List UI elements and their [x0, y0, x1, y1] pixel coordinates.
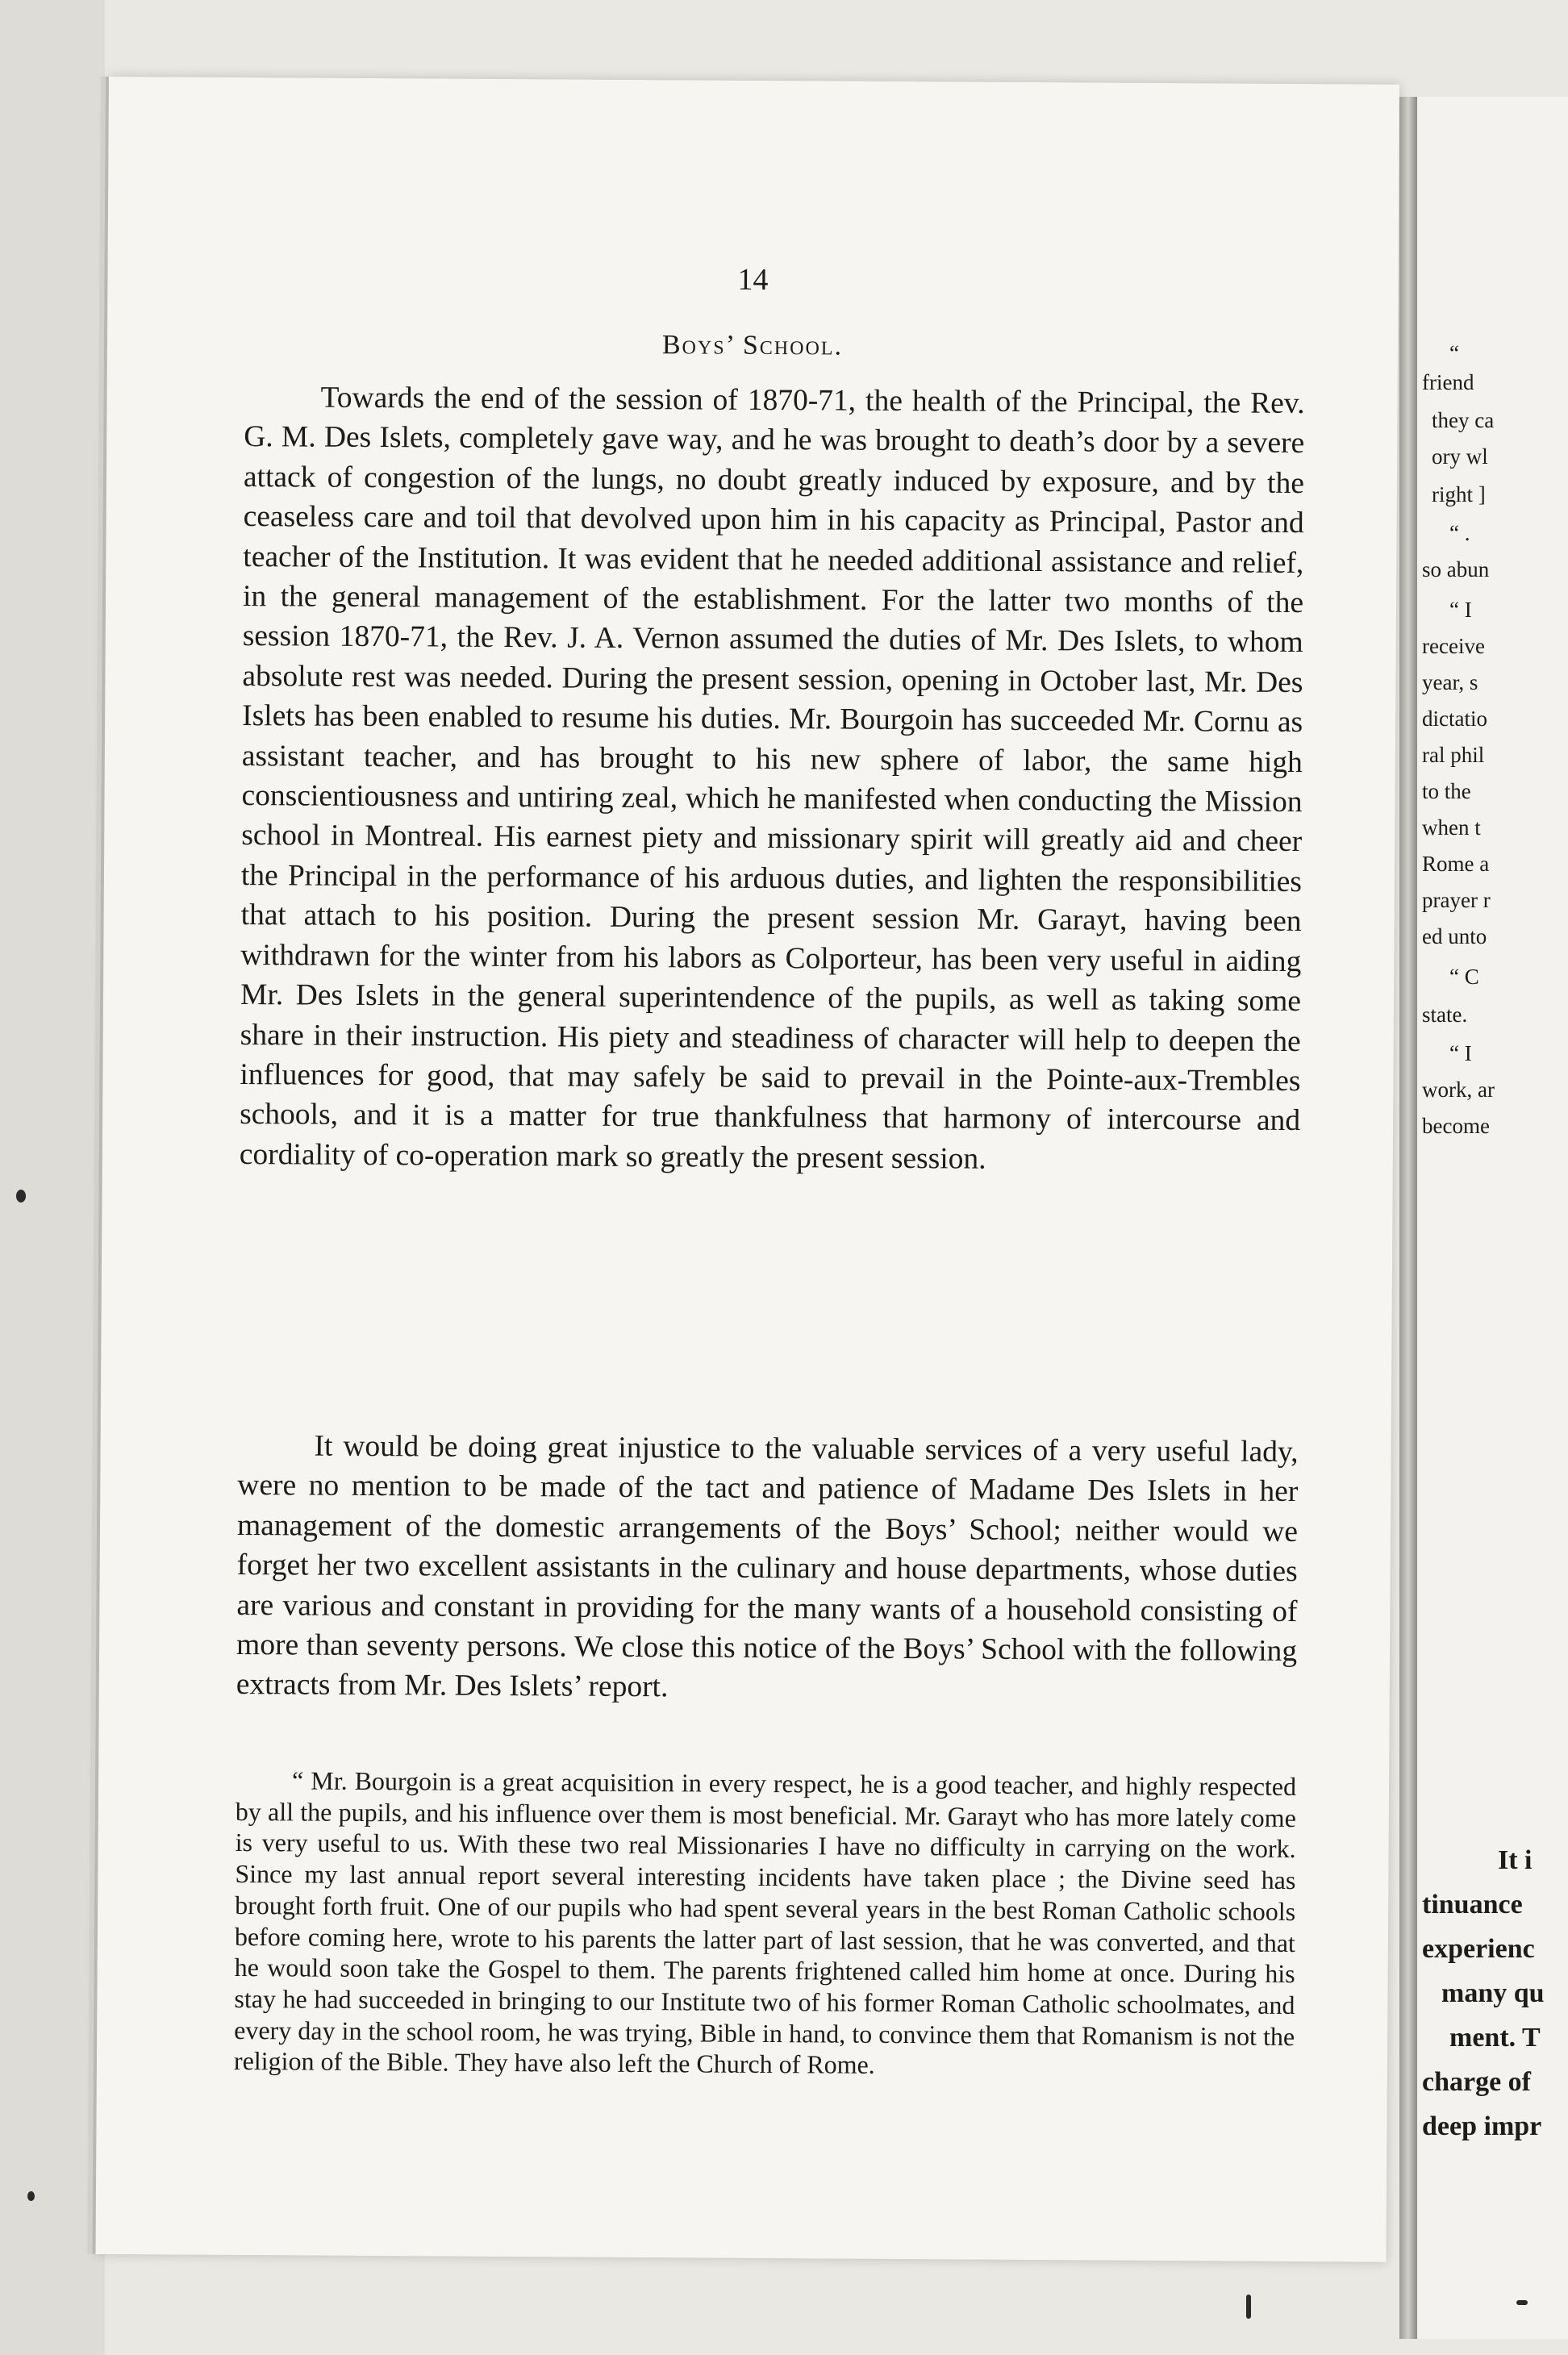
next-page-line: tinuance: [1422, 1890, 1523, 1919]
next-page-line: It i: [1498, 1845, 1533, 1875]
scan-speck: [1246, 2295, 1251, 2319]
left-scan-margin: [0, 0, 105, 2355]
next-page-line: state.: [1422, 1002, 1468, 1027]
next-page-line: year, s: [1422, 670, 1478, 694]
next-page-line: many qu: [1441, 1978, 1545, 2008]
next-page-line: ed unto: [1422, 924, 1487, 948]
report-extract: “ Mr. Bourgoin is a great acquisition in every respect, he is a good teacher, and highly respected by all the pupils, and his influence over them is most beneficial. Mr. Garayt who has more lately come is very useful to us. With these two real Missionaries I have no difficulty in carrying on the work. Since my last annual report several interesting incidents have taken place ; the Divine seed has brought forth fruit. One of our pupils who had spent several years in the best Roman Catholic schools before coming here, wrote to his parents the latter part of last session, that he was converted, and that he would soon take the Gospel to them. The parents frightened called him home at once. During his stay he had succeeded in bringing to our Institute two of his former Roman Catholic schoolmates, and every day in the school room, he was trying, Bible in hand, to convince them that Romanism is not the religion of the Bible. They have also left the Church of Rome.: [233, 1765, 1297, 2080]
next-page-line: prayer r: [1422, 888, 1491, 912]
section-title: Boys’ School.: [661, 330, 844, 361]
next-page-line: work, ar: [1422, 1077, 1495, 1102]
next-page-line: they ca: [1432, 408, 1495, 432]
next-page-line: charge of: [1422, 2067, 1532, 2097]
next-page-line: when t: [1422, 815, 1481, 840]
next-page-line: receive: [1422, 634, 1485, 658]
next-page-line: “: [1449, 341, 1459, 365]
page-14: [96, 77, 1399, 2262]
book-gutter: [1399, 97, 1417, 2339]
next-page-line: ment. T: [1449, 2023, 1541, 2053]
scan-speck: [27, 2191, 35, 2201]
next-page-line: experienc: [1422, 1934, 1535, 1964]
next-page-line: become: [1422, 1114, 1490, 1138]
next-page-line: “ C: [1449, 965, 1479, 989]
scan-speck: [16, 1190, 26, 1203]
next-page-line: right ]: [1432, 482, 1486, 506]
body-paragraph-2: It would be doing great injustice to the valuable services of a very useful lady, were no mention to be made of the tact and patience of Madame Des Islets in her management of the domestic arrangements of the Boys’ School; neither would we forget her two excellent assistants in the culinary and house departments, whose duties are various and constant in providing for the many wants of a household consisting of more than seventy persons. We close this notice of the Boys’ School with the following extracts from Mr. Des Islets’ report.: [236, 1429, 1299, 1704]
next-page-line: ral phil: [1422, 743, 1485, 767]
next-page-line: “ .: [1449, 521, 1470, 545]
scan-speck: [1516, 2300, 1528, 2305]
next-page-line: to the: [1422, 779, 1471, 803]
next-page-edge: [1417, 97, 1568, 2339]
next-page-line: Rome a: [1422, 852, 1490, 876]
next-page-line: “ I: [1449, 1041, 1472, 1065]
next-page-line: friend: [1422, 370, 1474, 394]
next-page-line: “ I: [1449, 598, 1472, 622]
next-page-line: ory wl: [1432, 444, 1488, 469]
page-number: 14: [737, 262, 769, 297]
next-page-line: dictatio: [1422, 706, 1487, 731]
next-page-line: deep impr: [1422, 2111, 1542, 2141]
next-page-line: so abun: [1422, 557, 1490, 581]
body-paragraph-1: Towards the end of the session of 1870-71, the health of the Principal, the Rev. G. M. Des Islets, completely gave way, and he was brought to death’s door by a severe attack of congestion of the lungs, no doubt greatly induced by exposure, and by the ceaseless care and toil that devolved upon him in his capacity as Principal, Pastor and teacher of the Institution. It was evident that he needed additional assistance and relief, in the general management of the establishment. For the latter two months of the session 1870-71, the Rev. J. A. Vernon assumed the duties of Mr. Des Islets, to whom absolute rest was needed. During the present session, opening in October last, Mr. Des Islets has been enabled to resume his duties. Mr. Bourgoin has succeeded Mr. Cornu as assistant teacher, and has brought to his new sphere of labor, the same high conscientiousness and untiring zeal, which he manifested when conducting the Mission school in Montreal. His earnest piety and missionary spirit will greatly aid and cheer the Principal in the performance of his arduous duties, and lighten the responsibilities that attach to his position. During the present session Mr. Garayt, having been withdrawn for the winter from his labors as Colporteur, has been very useful in aiding Mr. Des Islets in the general superintendence of the pupils, as well as taking some share in their instruction. His piety and steadiness of character will help to deepen the influences for good, that may safely be said to prevail in the Pointe-aux-Trembles schools, and it is a matter for true thankfulness that harmony of intercourse and cordiality of co-operation mark so greatly the present session.: [239, 381, 1305, 1176]
